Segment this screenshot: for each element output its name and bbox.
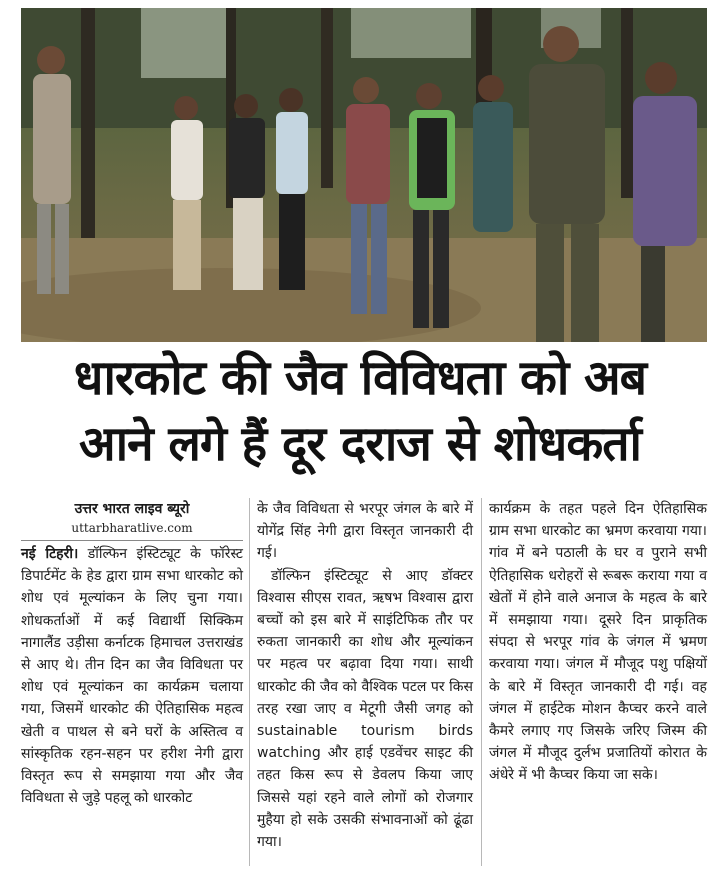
article-paragraph: के जैव विविधता से भरपूर जंगल के बारे में योगेंद्र सिंह नेगी द्वारा विस्तृत जानकारी दी गई। xyxy=(257,501,473,562)
byline: उत्तर भारत लाइव ब्यूरो xyxy=(74,501,190,517)
dateline: नई टिहरी। xyxy=(21,546,79,562)
forest-group-illustration xyxy=(21,8,707,342)
headline-line-2: आने लगे हैं दूर दराज से शोधकर्ता xyxy=(78,416,641,472)
article-column-3 xyxy=(489,498,707,787)
article-column-1 xyxy=(21,492,243,809)
article-paragraph: कार्यक्रम के तहत पहले दिन ऐतिहासिक ग्राम सभा धारकोट का भ्रमण करवाया गया। गांव में बने पठाली के घर व पुराने सभी ऐतिहासिक धरोहरों से रूबरू कराया गया व खेतों में होने वाले अनाज के महत्व के बारे में समझाया गया। दूसरे दिन प्राकृतिक संपदा से भरपूर गांव के जंगल में भ्रमण करवाया गया। जंगल में मौजूद पशु पक्षियों के बारे में विस्तृत जानकारी दी गई। वह जंगल में हाईटेक मोशन कैप्चर करने वाले कैमरे लगाए गए जिसके जरिए जिस्म की जंगल में मौजूद दुर्लभ प्रजातियों कोरात के अंधेरे में भी कैप्चर किया जा सके। xyxy=(489,501,707,784)
headline-line-1: धारकोट की जैव विविधता को अब xyxy=(73,350,647,406)
article-column-2 xyxy=(257,498,473,853)
article-paragraph xyxy=(21,543,243,809)
column-divider xyxy=(481,498,482,866)
news-photo xyxy=(21,8,707,342)
site-url: uttarbharatlive.com xyxy=(71,521,193,535)
article-paragraph: डॉल्फिन इंस्टिट्यूट से आए डॉक्टर विश्वास सीएस रावत, ऋषभ विश्वास द्वारा बच्चों को इस बारे में साइंटिफिक तौर पर रुकता जानकारी का शोध और मूल्यांकन पर महत्व पर बढ़ावा दिया गया। साथी धारकोट की जैव को वैश्विक पटल पर किस तरह रखा जाए व मेटूगी जैसी जगह को sustainable tourism birds watching और हाई एडवेंचर साइट की तहत किस रूप से डेवलप किया जाए जिससे यहां रहने वाले लोगों को रोजगार मुहैया हो सके उसकी संभावनाओं को ढूंढा गया। xyxy=(257,567,473,851)
article-text: डॉल्फिन इंस्टिट्यूट के फॉरेस्ट डिपार्टमेंट के हेड द्वारा ग्राम सभा धारकोट को शोध एवं मूल्यांकन के लिए चुना गया। शोधकर्ताओं में कई विद्यार्थी सिक्किम नागालैंड उड़ीसा कर्नाटक हिमाचल उत्तराखंड से आए थे। तीन दिन का जैव विविधता पर शोध एवं मूल्यांकन का कार्यक्रम चलाया गया, जिसमें धारकोट की ऐतिहासिक महत्व खेती व पाथल से बने घरों के अस्तित्व व सांस्कृतिक रहन-सहन पर हरीश नेगी द्वारा विस्तृत रूप से समझाया गया और जैव विविधता से जुड़े पहलू को धारकोट xyxy=(21,546,243,807)
byline-divider xyxy=(21,540,243,541)
column-divider xyxy=(249,498,250,866)
